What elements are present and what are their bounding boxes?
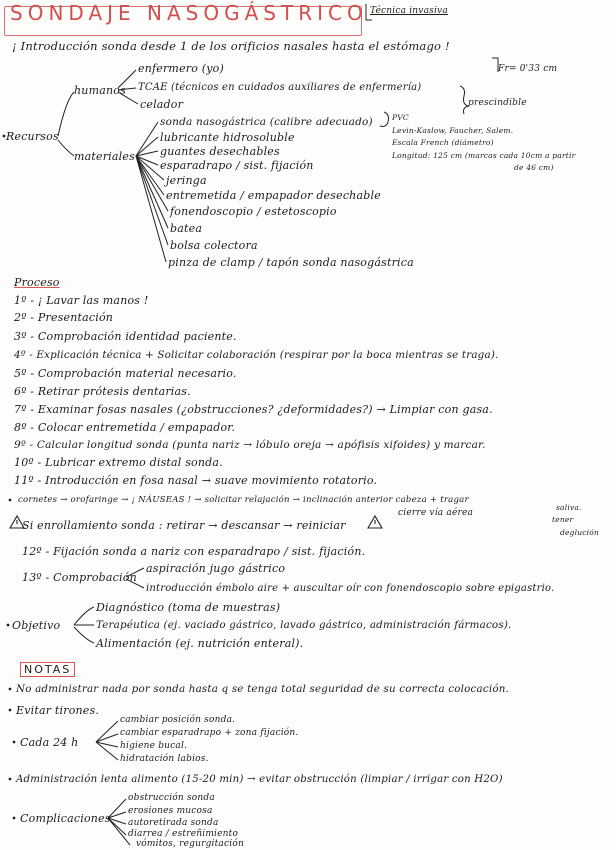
step-13: 13º - Comprobación [22,571,137,584]
material-item: lubricante hidrosoluble [160,131,295,144]
cornetes-line: cornetes → orofaringe → ¡ NÁUSEAS ! → solicitar relajación → inclinación anterior cabeza + tragar [18,495,469,505]
arrow [118,88,136,90]
cada-item: cambiar posición sonda. [120,715,236,725]
bullet-dots [3,135,16,820]
page-title: SONDAJE NASOGÁSTRICO [10,1,368,25]
sonda-note: de 46 cm) [514,163,554,172]
objetivo-label: Objetivo [12,619,61,632]
step: 10º - Lubricar extremo distal sonda. [14,456,223,469]
brace [460,86,468,114]
objetivo-item: Alimentación (ej. nutrición enteral). [96,637,304,650]
cada-item: higiene bucal. [120,741,188,751]
materiales-label: materiales [74,150,135,163]
comp-item: erosiones mucosa [128,806,213,816]
material-item: entremetida / empapador desechable [166,189,381,202]
cada-item: hidratación labios. [120,754,209,764]
intro-text: ¡ Introducción sonda desde 1 de los orificios nasales hasta el estómago ! [12,39,450,53]
arrow [118,92,138,104]
arrow [118,70,136,88]
tecnica-bracket [366,4,372,20]
material-item: fonendoscopio / estetoscopio [170,205,337,218]
sonda-note: Longitud: 125 cm (marcas cada 10cm a partir [392,151,576,160]
prescindible-note: prescindible [468,98,527,108]
warning-text: Si enrollamiento sonda : retirar → descansar → reiniciar [22,519,346,532]
branch-humanos [58,92,74,136]
nota-item: Evitar tirones. [16,704,100,717]
objetivo-item: Terapéutica (ej. vaciado gástrico, lavado gástrico, administración fármacos). [96,619,512,631]
step: 2º - Presentación [14,311,114,324]
comp-item: autoretirada sonda [128,818,219,828]
material-item: batea [170,222,203,235]
brace [380,112,389,127]
step-12: 12º - Fijación sonda a nariz con esparadrapo / sist. fijación. [22,545,366,558]
saliva-note: saliva. [556,503,582,512]
comp-label: Complicaciones [20,812,111,825]
proceso-heading: Proceso [14,276,60,289]
step: 1º - ¡ Lavar las manos ! [14,294,149,307]
objetivo-item: Diagnóstico (toma de muestras) [96,601,281,614]
step: 6º - Retirar prótesis dentarias. [14,385,191,398]
cierre-note: cierre vía aérea [398,508,474,518]
nota-item: No administrar nada por sonda hasta q se tenga total seguridad de su correcta colocación. [16,683,510,695]
warning-icon [368,516,382,528]
step: 7º - Examinar fosas nasales (¿obstrucciones? ¿deformidades?) → Limpiar con gasa. [14,403,493,416]
fr-note: Fr= 0'33 cm [498,64,558,74]
material-item: pinza de clamp / tapón sonda nasogástrica [168,256,414,269]
branch-materiales [58,140,74,156]
material-item: bolsa colectora [170,239,258,252]
material-item: guantes desechables [160,145,280,158]
step: 4º - Explicación técnica + Solicitar colaboración (respirar por la boca mientras se traga). [14,349,499,361]
sonda-note: PVC [392,113,409,122]
step13-item: aspiración jugo gástrico [146,562,286,575]
sonda-note: Levin-Kaslow, Faucher, Salem. [392,126,514,135]
warning-icon [10,516,24,528]
step: 3º - Comprobación identidad paciente. [14,330,237,343]
material-item: sonda nasogástrica (calibre adecuado) [160,116,373,128]
humanos-item: enfermero (yo) [138,62,224,75]
notas-heading: NOTAS [20,662,75,677]
material-item: esparadrapo / sist. fijación [160,159,314,172]
step: 11º - Introducción en fosa nasal → suave movimiento rotatorio. [14,474,378,487]
humanos-label: humanos [74,84,126,97]
cada-item: cambiar esparadrapo + zona fijación. [120,728,299,738]
step: 9º - Calcular longitud sonda (punta nariz → lóbulo oreja → apófisis xifoides) y marcar. [14,439,486,451]
step: 8º - Colocar entremetida / empapador. [14,421,236,434]
tener-note: tener [552,515,574,524]
humanos-item: TCAE (técnicos en cuidados auxiliares de enfermería) [138,82,422,93]
nota-item: Administración lenta alimento (15-20 min) → evitar obstrucción (limpiar / irrigar con H2O) [16,774,503,785]
sonda-note: Escala French (diámetro) [392,138,494,147]
deglucion-note: deglución [560,528,600,537]
fr-bracket [492,58,498,72]
humanos-item: celador [140,98,184,111]
step13-item: introducción émbolo aire + auscultar oír con fonendoscopio sobre epigastrio. [146,583,555,594]
material-item: jeringa [166,174,207,187]
tecnica-label: Técnica invasiva [370,6,448,16]
comp-item: obstrucción sonda [128,793,215,803]
comp-item: diarrea / estreñimiento [128,829,239,839]
recursos-label: Recursos [6,130,59,143]
cada-label: Cada 24 h [20,736,79,749]
comp-item: vómitos, regurgitación [136,839,244,849]
step: 5º - Comprobación material necesario. [14,367,237,380]
